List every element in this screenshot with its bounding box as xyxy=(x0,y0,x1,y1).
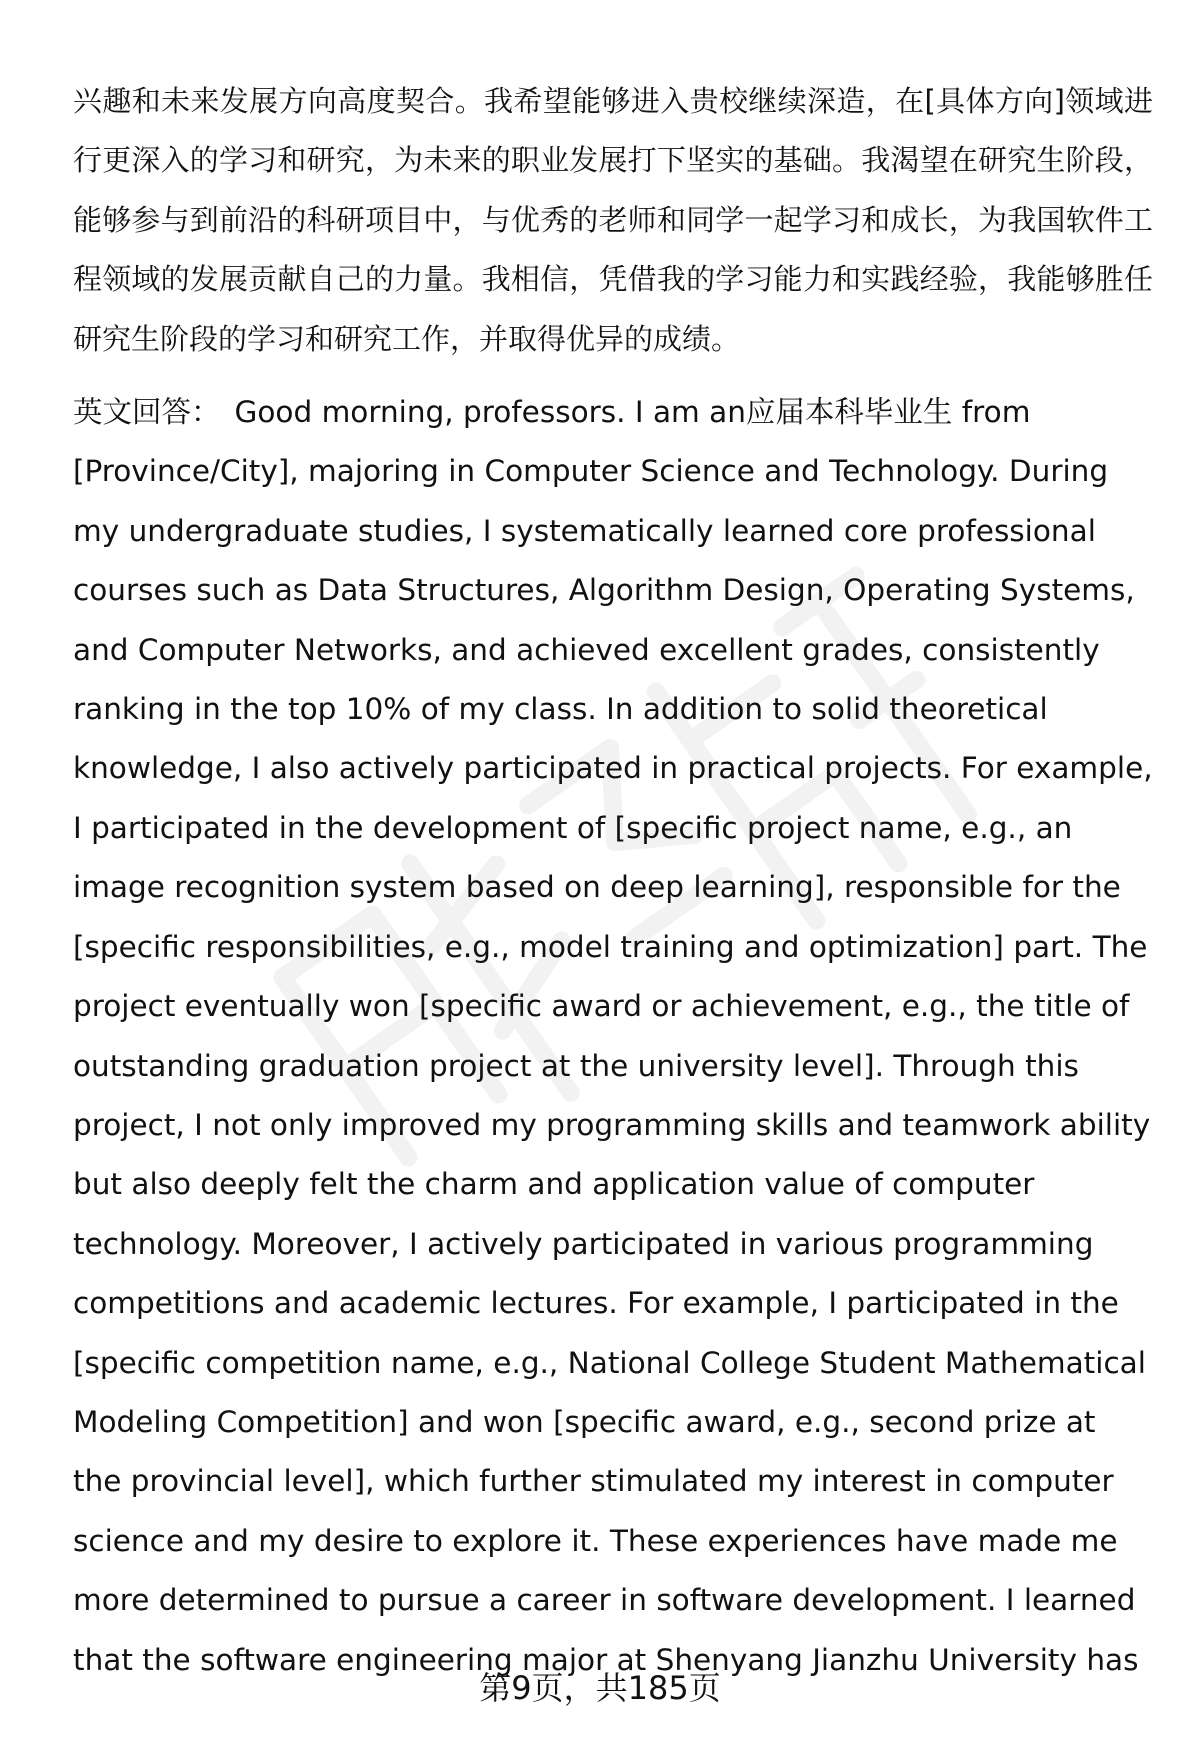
english-answer-label: 英文回答： xyxy=(73,395,221,430)
chinese-paragraph: 兴趣和未来发展方向高度契合。我希望能够进入贵校继续深造，在[具体方向]领域进行更深入的学习和研究，为未来的职业发展打下坚实的基础。我渴望在研究生阶段，能够参与到前沿的科研项目中，与优秀的老师和同学一起学习和成长，为我国软件工程领域的发展贡献自己的力量。我相信，凭借我的学习能力和实践经验，我能够胜任研究生阶段的学习和研究工作，并取得优异的成绩。 xyxy=(73,84,1153,356)
document-body xyxy=(73,72,1153,1690)
english-answer-paragraph xyxy=(73,383,1153,1690)
english-answer-text: Good morning, professors. I am an应届本科毕业生 from [Province/City], majoring in Computer Science and Technology. During my undergraduate studies, I systematically learned core professional courses such as Data Structures, Algorithm Design, Operating Systems, and Computer Networks, and achieved excellent grades, consistently ranking in the top 10% of my class. In addition to solid theoretical knowledge, I also actively participated in practical projects. For example, I participated in the development of [specific project name, e.g., an image recognition system based on deep learning], responsible for the [specific responsibilities, e.g., model training and optimization] part. The project eventually won [specific award or achievement, e.g., the title of outstanding graduation project at the university level]. Through this project, I not only improved my programming skills and teamwork ability but also deeply felt the charm and application value of computer technology. Moreover, I actively participated in various programming competitions and academic lectures. For example, I participated in the [specific competition name, e.g., National College Student Mathematical Modeling Competition] and won [specific award, e.g., second prize at the provincial level], which further stimulated my interest in computer science and my desire to explore it. These experiences have made me more determined to pursue a career in software development. I learned that the software engineering major at Shenyang Jianzhu University has xyxy=(73,395,1153,1677)
page-indicator: 第9页，共185页 xyxy=(479,1669,721,1707)
